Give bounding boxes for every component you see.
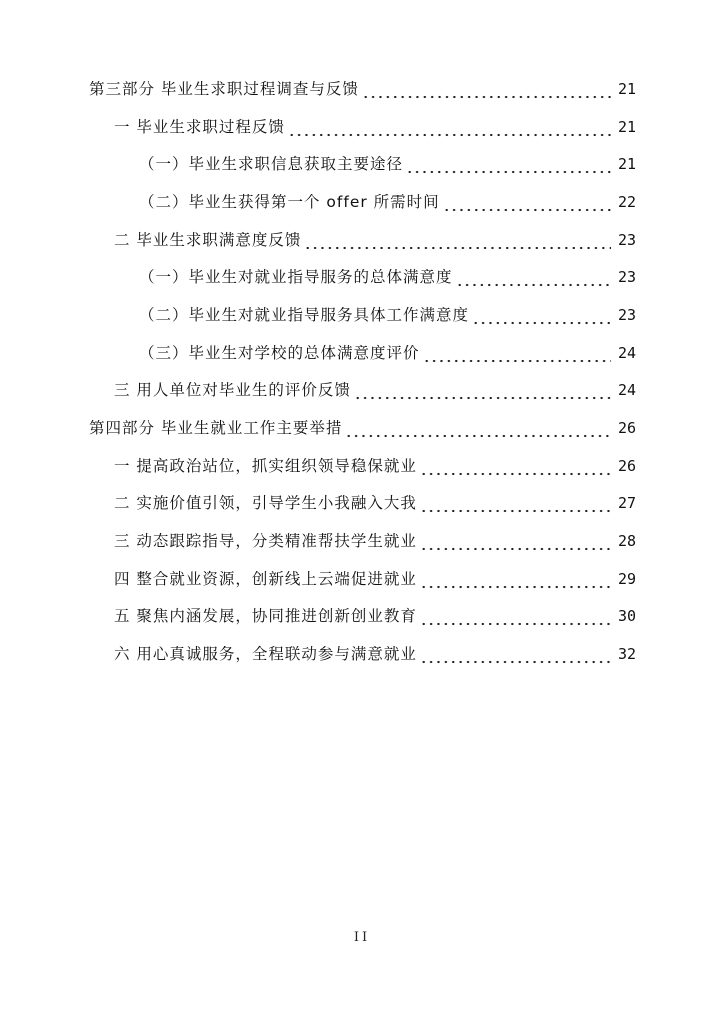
toc-dot-leader xyxy=(345,422,611,438)
toc-entry-page: 23 xyxy=(617,268,636,287)
toc-entry-page: 30 xyxy=(617,607,636,626)
toc-entry-page: 23 xyxy=(617,305,636,324)
toc-entry[interactable] xyxy=(0,221,724,259)
toc-entry-page: 29 xyxy=(617,569,636,588)
toc-entry-title: 三 用人单位对毕业生的评价反馈 xyxy=(114,381,351,400)
toc-entry[interactable] xyxy=(0,183,724,221)
toc-dot-leader xyxy=(362,83,611,99)
toc-dot-leader xyxy=(443,196,611,212)
toc-entry[interactable] xyxy=(0,598,724,636)
toc-dot-leader xyxy=(472,309,611,325)
toc-entry-title: 第三部分 毕业生求职过程调查与反馈 xyxy=(89,79,359,98)
toc-dot-leader xyxy=(423,347,611,363)
toc-entry-title: 二 毕业生求职满意度反馈 xyxy=(114,230,302,249)
page-number: II xyxy=(353,930,371,945)
toc-entry-title: 五 聚焦内涵发展，协同推进创新创业教育 xyxy=(114,607,417,626)
toc-entry-page: 22 xyxy=(617,192,636,211)
toc-entry[interactable] xyxy=(0,447,724,485)
toc-entry[interactable] xyxy=(0,372,724,410)
toc-dot-leader xyxy=(420,648,611,664)
toc-entry[interactable] xyxy=(0,145,724,183)
toc-entry-page: 24 xyxy=(617,381,636,400)
toc-entry-title: 六 用心真诚服务，全程联动参与满意就业 xyxy=(114,645,417,664)
toc-entry[interactable] xyxy=(0,296,724,334)
table-of-contents xyxy=(0,70,724,673)
toc-entry-title: （一）毕业生对就业指导服务的总体满意度 xyxy=(139,268,453,287)
toc-entry[interactable] xyxy=(0,258,724,296)
toc-entry-title: （二）毕业生获得第一个 offer 所需时间 xyxy=(139,192,440,211)
toc-dot-leader xyxy=(354,384,611,400)
toc-entry[interactable] xyxy=(0,522,724,560)
toc-dot-leader xyxy=(406,158,611,174)
toc-entry-page: 26 xyxy=(617,456,636,475)
toc-entry-page: 23 xyxy=(617,230,636,249)
toc-entry-page: 21 xyxy=(617,79,636,98)
toc-dot-leader xyxy=(304,234,611,250)
toc-dot-leader xyxy=(288,121,611,137)
toc-dot-leader xyxy=(420,610,611,626)
toc-dot-leader xyxy=(420,573,611,589)
toc-entry-page: 26 xyxy=(617,419,636,438)
toc-entry-title: 第四部分 毕业生就业工作主要举措 xyxy=(89,419,343,438)
toc-dot-leader xyxy=(420,497,611,513)
toc-entry-title: （三）毕业生对学校的总体满意度评价 xyxy=(139,343,420,362)
toc-entry-title: 三 动态跟踪指导，分类精准帮扶学生就业 xyxy=(114,532,417,551)
toc-entry-page: 32 xyxy=(617,645,636,664)
toc-entry[interactable] xyxy=(0,409,724,447)
toc-entry[interactable] xyxy=(0,108,724,146)
toc-entry-title: 二 实施价值引领，引导学生小我融入大我 xyxy=(114,494,417,513)
toc-entry[interactable] xyxy=(0,334,724,372)
toc-entry[interactable] xyxy=(0,635,724,673)
toc-entry[interactable] xyxy=(0,485,724,523)
toc-entry-page: 24 xyxy=(617,343,636,362)
toc-entry-title: 四 整合就业资源，创新线上云端促进就业 xyxy=(114,569,417,588)
toc-dot-leader xyxy=(420,535,611,551)
toc-entry[interactable] xyxy=(0,70,724,108)
toc-entry-title: （二）毕业生对就业指导服务具体工作满意度 xyxy=(139,305,470,324)
toc-entry-page: 28 xyxy=(617,532,636,551)
toc-entry-title: 一 毕业生求职过程反馈 xyxy=(114,117,285,136)
toc-dot-leader xyxy=(420,460,611,476)
toc-entry-page: 21 xyxy=(617,117,636,136)
toc-entry-title: （一）毕业生求职信息获取主要途径 xyxy=(139,155,404,174)
toc-dot-leader xyxy=(456,271,611,287)
toc-entry-title: 一 提高政治站位，抓实组织领导稳保就业 xyxy=(114,456,417,475)
toc-entry-page: 21 xyxy=(617,155,636,174)
toc-entry[interactable] xyxy=(0,560,724,598)
toc-entry-page: 27 xyxy=(617,494,636,513)
